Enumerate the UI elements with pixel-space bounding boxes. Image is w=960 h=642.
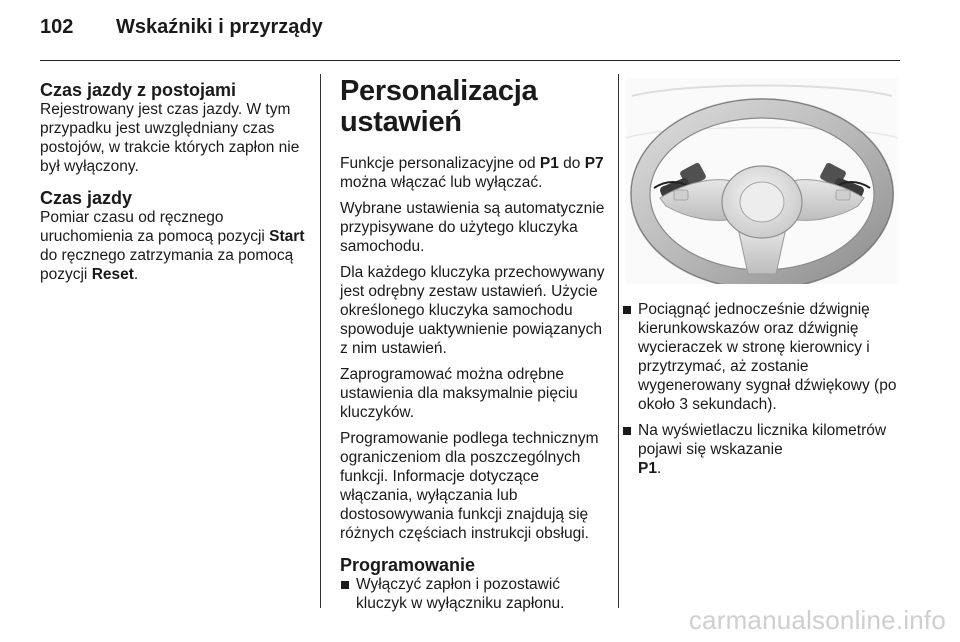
column-divider-left	[320, 74, 321, 608]
p1-keyword: P1	[539, 155, 559, 172]
paragraph-five-keys: Zaprogramować można odrębne ustawienia dla maksymalnie pięciu kluczyków.	[340, 366, 578, 421]
right-column	[622, 300, 898, 485]
programming-steps-list	[340, 575, 608, 613]
start-keyword: Start	[269, 228, 305, 245]
paragraph-per-key-settings: Dla każdego kluczyka przechowywany jest odrębny zestaw ustawień. Użycie określonego kluczyka samochodu spowoduje uaktywnienie powiązanych z nim ustawień.	[340, 264, 605, 357]
middle-column	[340, 76, 608, 620]
bullet-square-icon	[623, 306, 631, 314]
section-title: Wskaźniki i przyrządy	[116, 16, 323, 38]
programming-steps-continued-list	[622, 300, 898, 478]
column-divider-right	[618, 74, 619, 608]
bullet-square-icon	[341, 581, 349, 589]
steering-wheel-figure	[626, 78, 898, 284]
header-divider	[40, 60, 900, 61]
watermark: carmanualsonline.info	[688, 605, 946, 635]
list-item: Wyłączyć zapłon i pozostawić kluczyk w wyłączniku zapłonu.	[340, 575, 608, 613]
paragraph-driving-time: Pomiar czasu od ręcznego uruchomienia za pomocą pozycji Start do ręcznego zatrzymania za pomocą pozycji Reset.	[40, 209, 305, 283]
list-item: Pociągnąć jednocześnie dźwignię kierunkowskazów oraz dźwignię wycieraczek w stronę kierownicy i przytrzymać, aż zostanie wygenerowany sygnał dźwiękowy (po około 3 sekundach).	[622, 300, 898, 414]
paragraph-auto-assign: Wybrane ustawienia są automatycznie przypisywane do użytego kluczyka samochodu.	[340, 200, 605, 255]
paragraph-personalization-functions: Funkcje personalizacyjne od P1 do P7 można włączać lub wyłączać.	[340, 155, 604, 191]
left-column	[40, 80, 310, 291]
paragraph-technical-limits: Programowanie podlega technicznym ograniczeniom dla poszczególnych funkcji. Informacje dotyczące włączania, wyłączania lub dostosowywania funkcji znajdują się różnych częściach instrukcji obsługi.	[340, 430, 599, 542]
list-item: Na wyświetlaczu licznika kilometrów pojawi się wskazanie P1.	[622, 421, 898, 478]
subheading-programming: Programowanie	[340, 555, 476, 575]
paragraph-driving-time-with-stops: Rejestrowany jest czas jazdy. W tym przypadku jest uwzględniany czas postojów, w trakcie których zapłon nie był wyłączony.	[40, 101, 300, 175]
reset-keyword: Reset	[91, 266, 134, 283]
p7-keyword: P7	[584, 155, 604, 172]
p1-display-keyword: P1	[638, 460, 657, 477]
heading-personalization: Personalizacja ustawień	[340, 75, 538, 138]
steering-wheel-icon	[626, 78, 898, 284]
subheading-driving-time-with-stops: Czas jazdy z postojami	[40, 80, 237, 100]
subheading-driving-time: Czas jazdy	[40, 188, 133, 208]
bullet-square-icon	[623, 427, 631, 435]
page-number: 102	[40, 16, 74, 38]
